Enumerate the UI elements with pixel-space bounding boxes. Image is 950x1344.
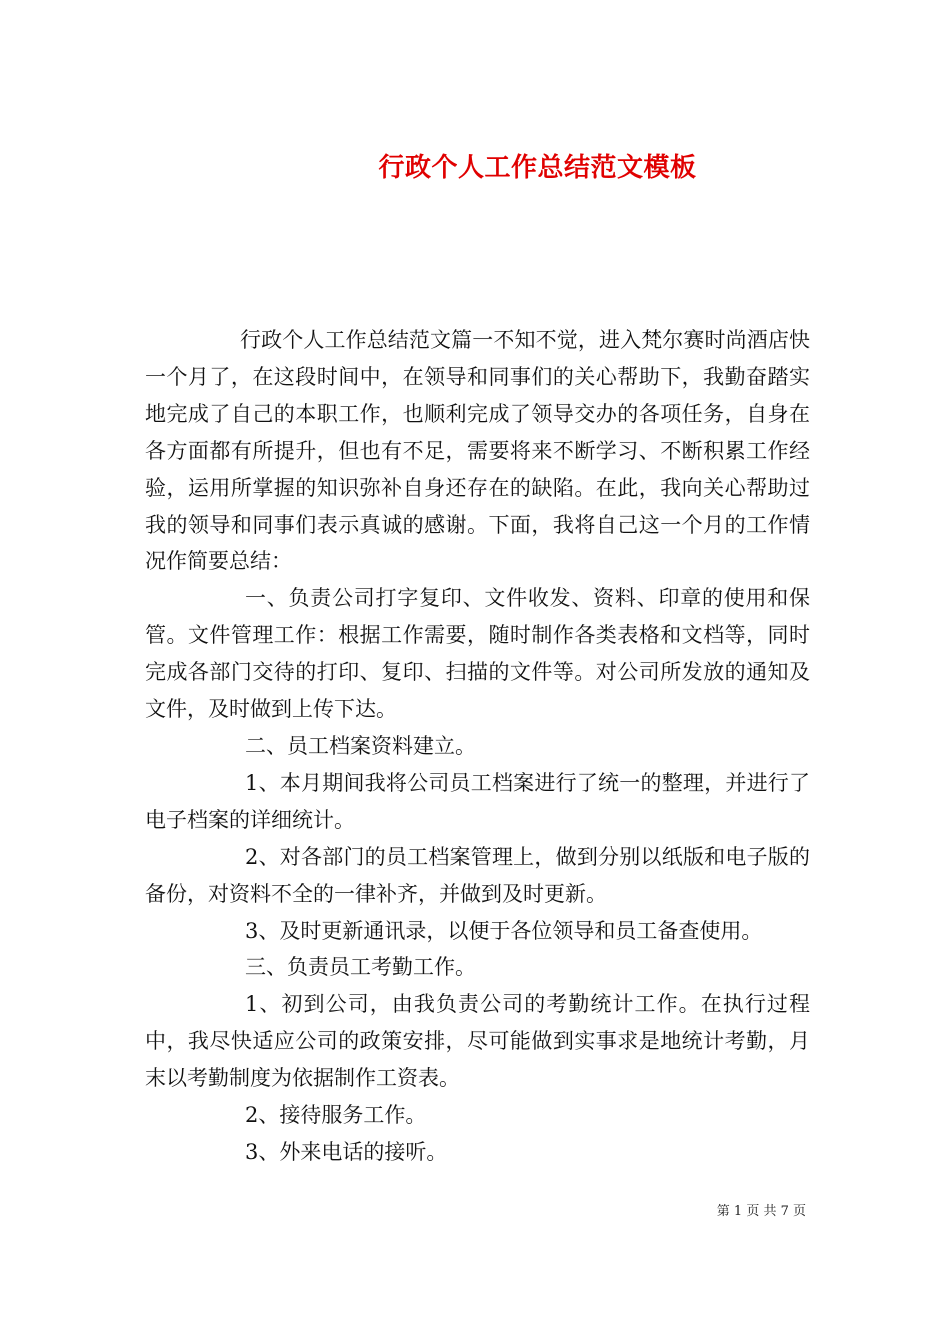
document-title: 行政个人工作总结范文模板 — [378, 153, 697, 184]
paragraph-section-3-item-3: 3、外来电话的接听。 — [245, 1139, 448, 1164]
paragraph-section-2-item-2: 2、对各部门的员工档案管理上，做到分别以纸版和电子版的备份，对资料不全的一律补齐，并做到及时更新。 — [145, 844, 810, 906]
paragraph-section-2-heading: 二、员工档案资料建立。 — [245, 733, 476, 758]
paragraph-intro: 行政个人工作总结范文篇一不知不觉，进入梵尔赛时尚酒店快一个月了，在这段时间中，在领导和同事们的关心帮助下，我勤奋踏实地完成了自己的本职工作，也顺利完成了领导交办的各项任务，自身在各方面都有所提升，但也有不足，需要将来不断学习、不断积累工作经验，运用所掌握的知识弥补自身还存在的缺陷。在此，我向关心帮助过我的领导和同事们表示真诚的感谢。下面，我将自己这一个月的工作情况作简要总结： — [145, 328, 810, 574]
page-number-footer: 第 1 页 共 7 页 — [716, 1204, 806, 1219]
paragraph-section-3-heading: 三、负责员工考勤工作。 — [245, 955, 476, 980]
paragraph-section-2-item-3: 3、及时更新通讯录，以便于各位领导和员工备查使用。 — [245, 918, 763, 943]
document-body — [145, 322, 810, 1171]
paragraph-section-2-item-1: 1、本月期间我将公司员工档案进行了统一的整理，并进行了电子档案的详细统计。 — [145, 770, 810, 832]
paragraph-section-3-item-2: 2、接待服务工作。 — [245, 1103, 427, 1128]
paragraph-section-1: 一、负责公司打字复印、文件收发、资料、印章的使用和保管。文件管理工作：根据工作需要，随时制作各类表格和文档等，同时完成各部门交待的打印、复印、扫描的文件等。对公司所发放的通知及文件，及时做到上传下达。 — [145, 586, 810, 722]
paragraph-section-3-item-1: 1、初到公司，由我负责公司的考勤统计工作。在执行过程中，我尽快适应公司的政策安排，尽可能做到实事求是地统计考勤，月末以考勤制度为依据制作工资表。 — [145, 992, 810, 1091]
